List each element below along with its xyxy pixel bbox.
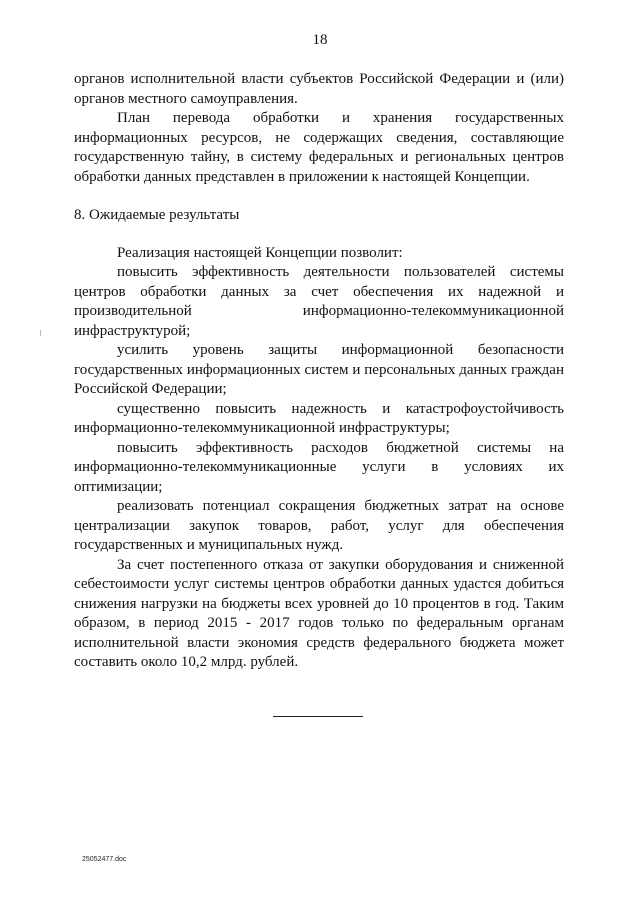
document-body bbox=[74, 70, 564, 673]
result-item: повысить эффективность деятельности пользователей системы центров обработки данных за счет обеспечения их надежной и производительной информационно-телекоммуникационной инфраструктурой; bbox=[74, 264, 564, 339]
page-number: 18 bbox=[312, 32, 328, 48]
paragraph-conclusion: За счет постепенного отказа от закупки оборудования и сниженной себестоимости услуг системы центров обработки данных удастся добиться снижения нагрузки на бюджеты всех уровней до 10 процентов в год. Таким образом, в период 2015 - 2017 годов только по федеральным органам исполнительной власти экономия средств федерального бюджета может составить около 10,2 млрд. рублей. bbox=[74, 556, 564, 670]
scan-mark bbox=[40, 330, 41, 336]
paragraph-continuation: органов исполнительной власти субъектов Российской Федерации и (или) органов местного самоуправления. bbox=[74, 71, 564, 107]
end-divider bbox=[273, 716, 363, 717]
paragraph-plan: План перевода обработки и хранения государственных информационных ресурсов, не содержащих сведения, составляющие государственную тайну, в систему федеральных и региональных центров обработки данных представлен в приложении к настоящей Концепции. bbox=[74, 110, 564, 185]
paragraph-intro: Реализация настоящей Концепции позволит: bbox=[117, 244, 403, 261]
result-item: существенно повысить надежность и катастрофоустойчивость информационно-телекоммуникационной инфраструктуры; bbox=[74, 400, 564, 436]
section-heading: 8. Ожидаемые результаты bbox=[74, 207, 240, 223]
result-item: повысить эффективность расходов бюджетной системы на информационно-телекоммуникационные услуги в условиях их оптимизации; bbox=[74, 439, 564, 495]
result-item: усилить уровень защиты информационной безопасности государственных информационных систем и персональных данных граждан Российской Федерации; bbox=[74, 342, 564, 397]
result-item: реализовать потенциал сокращения бюджетных затрат на основе централизации закупок товаров, работ, услуг для обеспечения государственных и муниципальных нужд. bbox=[74, 498, 564, 553]
footer-file-code: 25052477.doc bbox=[82, 856, 127, 863]
